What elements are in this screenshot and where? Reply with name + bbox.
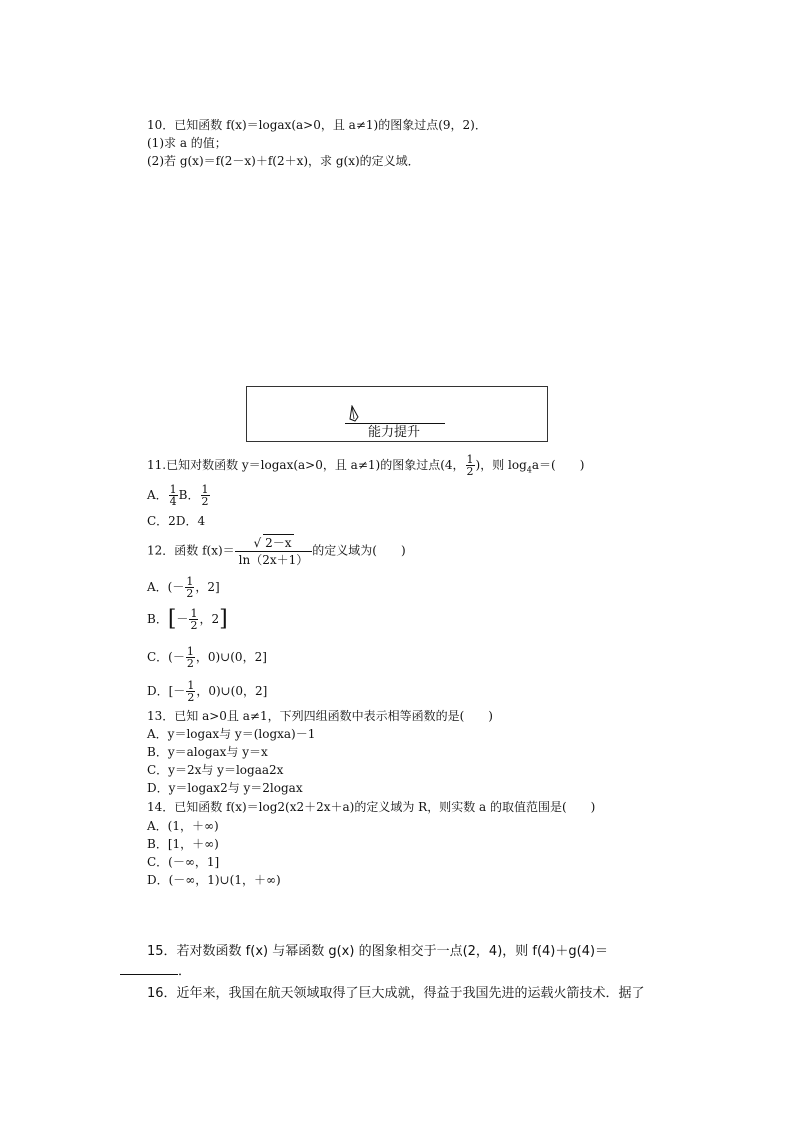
pen-icon bbox=[349, 405, 361, 423]
fraction-half: $\frac{1}{2}$ bbox=[201, 483, 209, 508]
q12-option-b: B．[－ $\frac{1}{2}$ ，2] bbox=[147, 606, 228, 632]
q10-part2: (2)若 g(x)＝f(2－x)＋f(2＋x)，求 g(x)的定义域． bbox=[147, 154, 420, 168]
q12-fraction: $\frac{√ 2-x}{\ln(2x+1)}$ bbox=[235, 534, 313, 568]
q13-option-d: D．y＝logax2与 y＝2logax bbox=[147, 781, 303, 795]
q12-option-d: D．[－ $\frac{1}{2}$ ，0)∪(0，2] bbox=[147, 679, 268, 704]
q11-stem: 11.已知对数函数 y＝logax(a>0，且 a≠1)的图象过点(4， $\frac{1}{2}$ )，则 $\log_4a=$( ) bbox=[147, 453, 585, 478]
q16-stem: 16．近年来，我国在航天领域取得了巨大成就，得益于我国先进的运载火箭技术．据了 bbox=[147, 986, 645, 1001]
fraction-half: $\frac{1}{2}$ bbox=[466, 453, 474, 478]
q10-part1: (1)求 a 的值； bbox=[147, 136, 227, 150]
q15-stem: 15．若对数函数 f(x) 与幂函数 g(x) 的图象相交于一点(2，4)，则 f(4)＋g(4)＝ bbox=[147, 944, 609, 959]
q11-stem-b: )，则 log bbox=[475, 458, 527, 472]
q11-stem-a: 11.已知对数函数 y＝logax(a>0，且 a≠1)的图象过点(4， bbox=[147, 458, 465, 472]
fraction-quarter: $\frac{1}{4}$ bbox=[169, 483, 177, 508]
q14-stem: 14．已知函数 f(x)＝log2(x2＋2x＋a)的定义域为 R，则实数 a 的取值范围是( ) bbox=[147, 800, 596, 814]
answer-blank[interactable] bbox=[120, 964, 178, 975]
q13-option-c: C．y＝2x与 y＝logaa2x bbox=[147, 763, 284, 777]
q14-option-c: C．(－∞，1] bbox=[147, 855, 220, 869]
q12-stem: 12．函数 f(x)＝ $\frac{√ 2-x}{\ln(2x+1)}$ 的定义域为( ) bbox=[147, 536, 406, 567]
q13-option-b: B．y＝alogax与 y＝x bbox=[147, 745, 268, 759]
q11-options-ab: A． $\frac{1}{4}$ B． $\frac{1}{2}$ bbox=[147, 483, 209, 508]
q12-option-c: C．(－ $\frac{1}{2}$ ，0)∪(0，2] bbox=[147, 645, 267, 670]
section-underline bbox=[345, 423, 445, 424]
q14-option-b: B．[1，＋∞) bbox=[147, 837, 219, 851]
q12-option-a: A．(－ $\frac{1}{2}$ ，2] bbox=[147, 575, 220, 600]
q11-stem-c: a＝( ) bbox=[531, 458, 585, 472]
q11-options-cd: C．2D．4 bbox=[147, 514, 206, 528]
q13-stem: 13．已知 a>0且 a≠1，下列四组函数中表示相等函数的是( ) bbox=[147, 709, 493, 723]
q14-option-d: D．(－∞，1)∪(1，＋∞) bbox=[147, 873, 281, 887]
q10-stem: 10．已知函数 f(x)＝logax(a>0，且 a≠1)的图象过点(9，2)． bbox=[147, 118, 487, 132]
q13-option-a: A．y＝logax与 y＝(logxa)－1 bbox=[147, 727, 316, 741]
section-title: 能力提升 bbox=[368, 425, 421, 440]
q15-blank-line: ． bbox=[120, 963, 191, 981]
q14-option-a: A．(1，＋∞) bbox=[147, 819, 219, 833]
